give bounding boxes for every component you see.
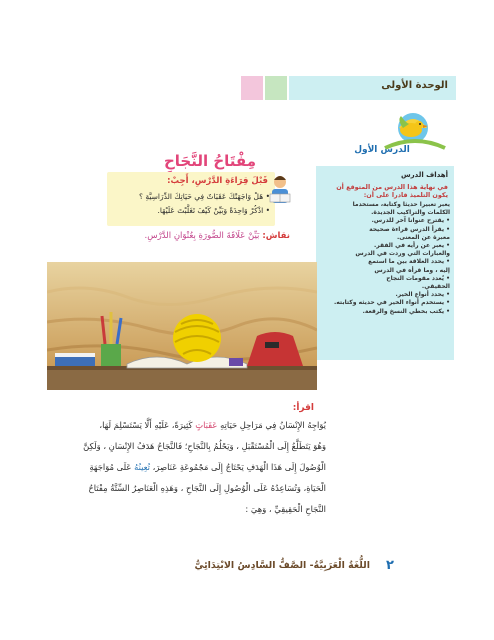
objective-item: الحقيقي. bbox=[421, 283, 450, 291]
reading-text: وَهُوَ يَتَطَلَّعُ إِلَى الْمُسْتَقْبَلِ ، وَيَحْلُمُ بِالنَّجَاحِ؛ فَالنَّجَاحُ هَدَفُ الإِنْسَانِ ، وَلَكِنَّ bbox=[83, 441, 326, 451]
discussion-line bbox=[94, 231, 290, 241]
reading-text: عَلَى مُوَاجَهَةِ bbox=[89, 462, 135, 472]
objective-item: • يُعدد مقومات النجاح bbox=[386, 274, 450, 282]
preread-heading: قَبْلَ قِرَاءَةِ الدَّرْسِ، أَجِبْ: bbox=[167, 176, 268, 186]
reading-highlight: تُعِينُهُ bbox=[134, 462, 151, 472]
objective-item: • يقترح عنوانا آخر للدرس. bbox=[371, 217, 450, 225]
objectives-title: أهداف الدرس bbox=[400, 171, 448, 179]
discussion-label: نقاش: bbox=[262, 231, 290, 241]
decor-green-block bbox=[265, 76, 287, 100]
objective-item: • يحدد أنواع الخير. bbox=[395, 291, 450, 299]
desk-illustration bbox=[47, 262, 317, 390]
reading-boy-icon bbox=[266, 174, 294, 210]
objective-item: إليه ، وما قرأه في الدرس bbox=[374, 266, 450, 274]
objective-item: يعبر تعبيرا حديثا وكتابة، مستخدما bbox=[352, 201, 450, 208]
preread-question: • هَلْ وَاجَهَتْكَ عَقَبَاتٌ فِي حَيَاتِكَ الدِّرَاسِيَّةِ ؟ bbox=[139, 192, 270, 201]
discussion-text: بَيِّنْ عَلَاقَةَ الصُّورَةِ بِعُنْوَانِ الدَّرْسِ. bbox=[144, 231, 260, 241]
objective-item: • يعبر عن رأيه في الفقر. bbox=[374, 242, 450, 250]
page-number: ٢ bbox=[386, 558, 394, 573]
objective-item: • يكتب بخطي النسخ والرقعة. bbox=[362, 307, 450, 315]
reading-text: النَّجَاحِ الْحَقِيقِيِّ ، وَهِيَ : bbox=[245, 504, 326, 514]
objective-item: • يستخدم أنواء الخير في حديثه وكتابته. bbox=[333, 299, 450, 307]
decor-pink-block bbox=[241, 76, 263, 100]
objective-item: الكلمات والتراكيب الجديدة. bbox=[371, 209, 450, 217]
reading-line bbox=[54, 483, 326, 494]
preread-question: • اذْكُرْ وَاحِدَةً وَبَيِّنْ كَيْفَ تَغَلَّبْتَ عَلَيْهَا. bbox=[157, 206, 270, 215]
lesson-label: الدرس الأول bbox=[354, 145, 410, 155]
reading-line bbox=[54, 441, 326, 452]
reading-text: يُوَاجِهُ الإِنْسَانُ فِي مَرَاحِلِ حَيَاتِهِ bbox=[217, 420, 326, 430]
reading-line bbox=[54, 462, 326, 473]
reading-text: الْوُصُولَ إِلَى هَذَا الْهَدَفِ يَحْتَاجُ إِلَى مَجْمُوعَةِ عَنَاصِرَ، bbox=[150, 462, 326, 472]
objective-item: والعبارات التي وردت في الدرس bbox=[355, 250, 450, 258]
lesson-title: مِفْتَاحُ النَّجَاحِ bbox=[163, 152, 257, 170]
objective-item: • يقرأ الدرس قراءة صحيحة bbox=[369, 225, 450, 233]
objective-item: • يحدد العلاقة بين ما استمع bbox=[368, 258, 450, 266]
reading-highlight: عَقَبَاتٍ bbox=[195, 420, 218, 430]
objectives-list bbox=[318, 201, 450, 316]
objectives-intro: في نهاية هذا الدرس من المتوقع أن يكون التلميذ قادرا على أن: bbox=[336, 183, 448, 199]
reading-text: الْحَيَاةِ، وَتُسَاعِدُهُ عَلَى الْوُصُولِ إِلَى النَّجَاحِ ، وَهَذِهِ الْعَنَاصِرُ السِّتَّةُ مِفْتَاحُ bbox=[88, 483, 326, 493]
reading-text: كَثِيرَةً، عَلَيْهِ أَلَّا يَسْتَسْلِمَ لَهَا، bbox=[99, 420, 196, 430]
reading-heading: اقرأ: bbox=[292, 403, 314, 413]
objective-item: معبرة عن المعنى. bbox=[396, 233, 450, 241]
reading-line bbox=[54, 504, 326, 515]
book-title: اللُّغَةُ الْعَرَبِيَّةُ- الصَّفُّ السَّادِسُ الابْتِدَائِيُّ bbox=[194, 560, 370, 571]
unit-title: الوحدة الأولى bbox=[381, 80, 448, 91]
reading-line bbox=[54, 420, 326, 431]
